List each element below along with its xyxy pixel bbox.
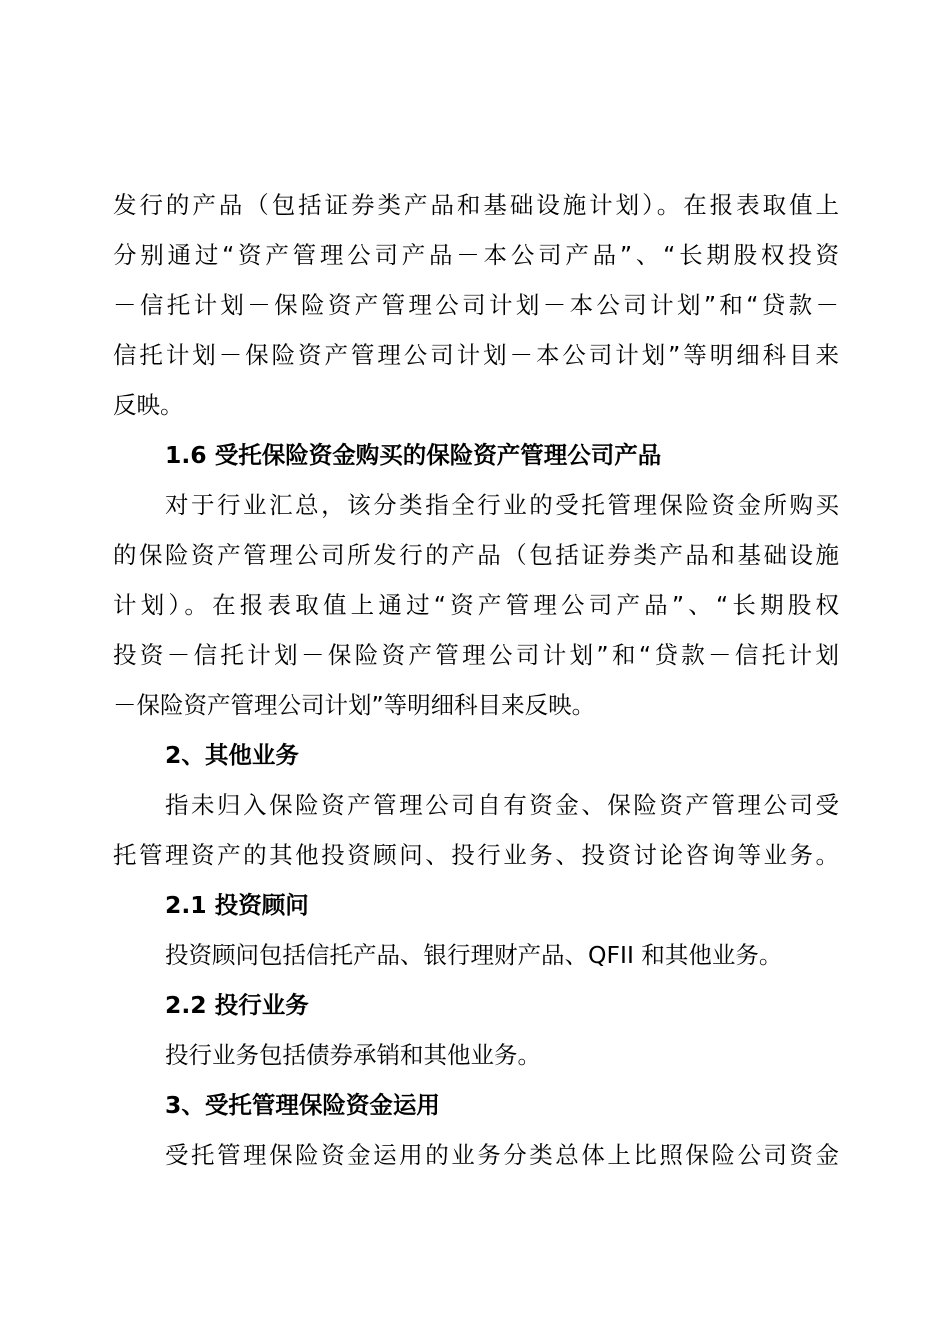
paragraph-line: 的保险资产管理公司所发行的产品（包括证券类产品和基础设施 <box>113 541 839 569</box>
document-body <box>113 180 839 1180</box>
paragraph-line: 计划）。在报表取值上通过“资产管理公司产品”、“长期股权 <box>113 591 839 619</box>
paragraph-line: 投资－信托计划－保险资产管理公司计划”和“贷款－信托计划 <box>113 641 839 669</box>
paragraph-line: 指未归入保险资产管理公司自有资金、保险资产管理公司受 <box>165 791 839 819</box>
paragraph-line: 受托管理保险资金运用的业务分类总体上比照保险公司资金 <box>165 1141 839 1169</box>
paragraph-line: 托管理资产的其他投资顾问、投行业务、投资讨论咨询等业务。 <box>113 841 839 869</box>
paragraph-line: 信托计划－保险资产管理公司计划－本公司计划”等明细科目来 <box>113 341 839 369</box>
paragraph-line: 反映。 <box>113 391 184 419</box>
section-heading: 2、其他业务 <box>165 741 299 769</box>
section-heading: 1.6 受托保险资金购买的保险资产管理公司产品 <box>165 441 662 469</box>
section-heading: 3、受托管理保险资金运用 <box>165 1091 440 1119</box>
paragraph-line: 对于行业汇总，该分类指全行业的受托管理保险资金所购买 <box>165 491 839 519</box>
paragraph-line: 发行的产品（包括证券类产品和基础设施计划）。在报表取值上 <box>113 191 839 219</box>
paragraph-line: －信托计划－保险资产管理公司计划－本公司计划”和“贷款－ <box>113 291 839 319</box>
section-heading: 2.2 投行业务 <box>165 991 309 1019</box>
paragraph-line: 分别通过“资产管理公司产品－本公司产品”、“长期股权投资 <box>113 241 839 269</box>
paragraph-line: 投行业务包括债券承销和其他业务。 <box>165 1041 541 1069</box>
paragraph-line: 投资顾问包括信托产品、银行理财产品、QFII 和其他业务。 <box>165 941 783 969</box>
section-heading: 2.1 投资顾问 <box>165 891 309 919</box>
paragraph-line: －保险资产管理公司计划”等明细科目来反映。 <box>113 691 596 719</box>
